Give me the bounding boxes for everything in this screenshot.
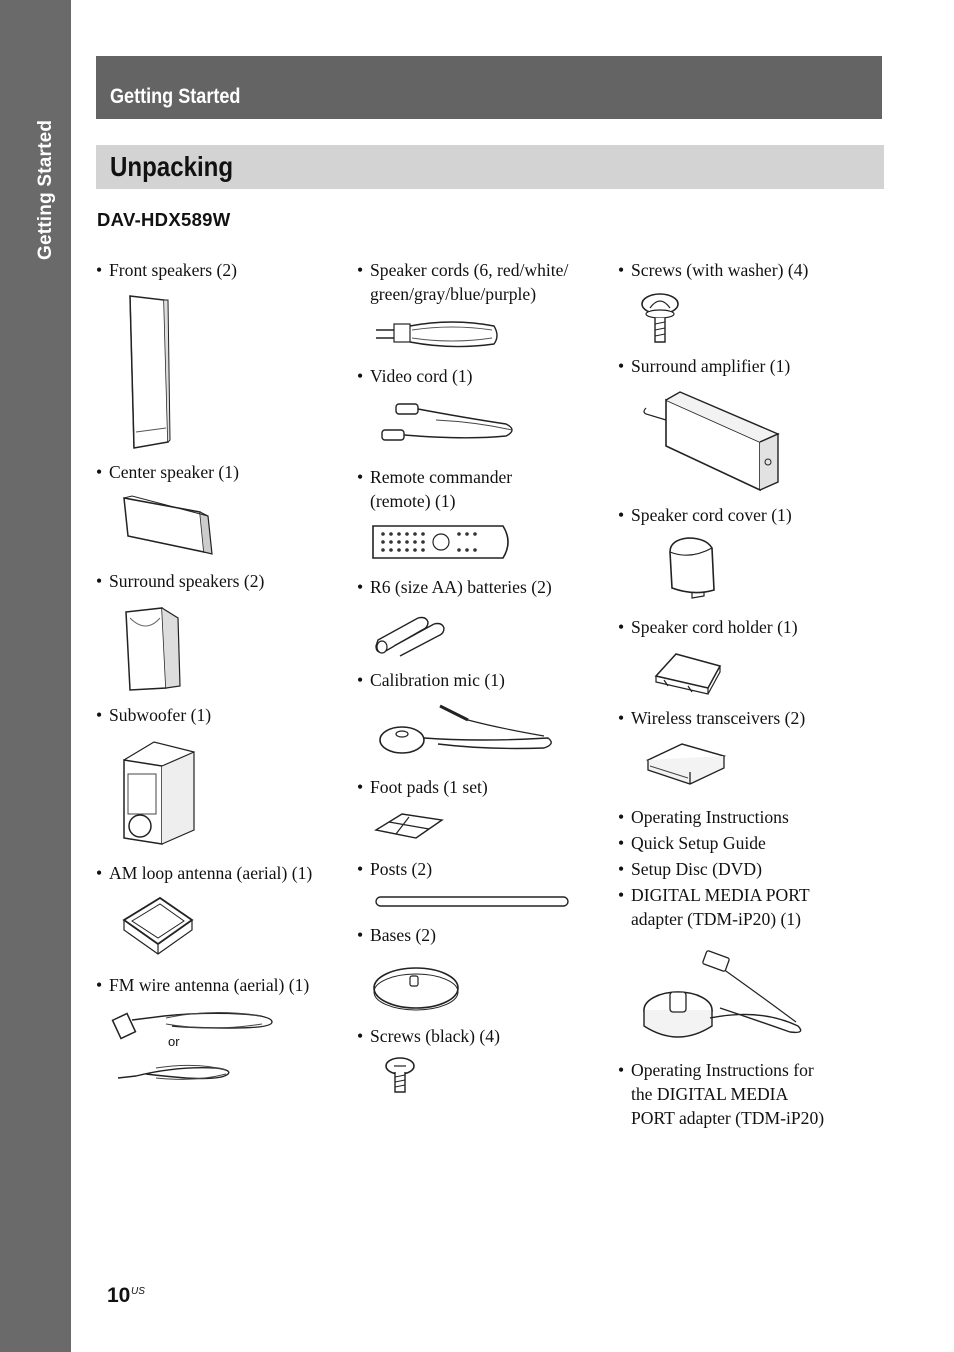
list-item-screws-black: • Screws (black) (4) <box>357 1024 500 1048</box>
section-header-bar <box>96 56 882 119</box>
page-title: Unpacking <box>110 151 234 182</box>
list-item-am-antenna: • AM loop antenna (aerial) (1) <box>96 861 312 885</box>
list-item-surround-amplifier: • Surround amplifier (1) <box>618 354 790 378</box>
side-tab-label: Getting Started <box>35 119 56 260</box>
list-item-center-speaker: • Center speaker (1) <box>96 460 239 484</box>
fm-antenna-wire-illustration <box>116 1060 236 1086</box>
speaker-cord-cover-illustration <box>664 534 724 606</box>
foot-pads-illustration <box>372 810 448 842</box>
list-item-speaker-cord-cover: • Speaker cord cover (1) <box>618 503 792 527</box>
front-speaker-illustration <box>120 292 180 452</box>
list-item-operating-instructions: • Operating Instructions <box>618 805 789 829</box>
list-item-speaker-cords: • Speaker cords (6, red/white/ green/gray/blue/purple) <box>357 258 568 306</box>
list-item-wireless-transceivers: • Wireless transceivers (2) <box>618 706 805 730</box>
list-item-speaker-cord-holder: • Speaker cord holder (1) <box>618 615 798 639</box>
speaker-cord-holder-illustration <box>652 648 728 696</box>
page-number-suffix: US <box>131 1286 145 1297</box>
list-item-posts: • Posts (2) <box>357 857 432 881</box>
washer-screw-icon <box>640 288 680 346</box>
section-title: Getting Started <box>110 85 241 108</box>
list-item-front-speakers: • Front speakers (2) <box>96 258 237 282</box>
list-item-setup-disc: • Setup Disc (DVD) <box>618 857 762 881</box>
list-item-dmp-adapter: • DIGITAL MEDIA PORT adapter (TDM-iP20) (1) <box>618 883 810 931</box>
fm-antenna-coax-illustration <box>112 1004 282 1048</box>
bases-illustration <box>372 958 464 1012</box>
list-item-subwoofer: • Subwoofer (1) <box>96 703 211 727</box>
calibration-mic-illustration <box>378 702 558 760</box>
list-item-screws-washer: • Screws (with washer) (4) <box>618 258 808 282</box>
dmp-adapter-illustration <box>640 948 810 1048</box>
speaker-cords-illustration <box>372 316 502 352</box>
batteries-illustration <box>372 610 452 656</box>
list-item-batteries: • R6 (size AA) batteries (2) <box>357 575 552 599</box>
subwoofer-illustration <box>120 738 200 848</box>
wireless-transceiver-illustration <box>644 740 730 788</box>
side-tab <box>0 0 71 1352</box>
list-item-fm-antenna: • FM wire antenna (aerial) (1) <box>96 973 309 997</box>
list-item-video-cord: • Video cord (1) <box>357 364 473 388</box>
remote-illustration <box>371 524 515 560</box>
page-number: 10 <box>107 1284 131 1307</box>
list-item-bases: • Bases (2) <box>357 923 436 947</box>
list-item-foot-pads: • Foot pads (1 set) <box>357 775 488 799</box>
center-speaker-illustration <box>120 492 215 560</box>
am-antenna-illustration <box>118 894 198 956</box>
posts-illustration <box>372 894 572 910</box>
list-item-calibration-mic: • Calibration mic (1) <box>357 668 505 692</box>
black-screw-icon <box>384 1056 418 1098</box>
list-item-dmp-instructions: • Operating Instructions for the DIGITAL MEDIA PORT adapter (TDM-iP20) <box>618 1058 824 1130</box>
surround-amplifier-illustration <box>640 386 790 496</box>
list-item-surround-speakers: • Surround speakers (2) <box>96 569 264 593</box>
fm-antenna-or-label: or <box>168 1034 180 1049</box>
model-name: DAV-HDX589W <box>97 209 231 230</box>
list-item-quick-setup-guide: • Quick Setup Guide <box>618 831 766 855</box>
video-cord-illustration <box>376 398 521 448</box>
surround-speaker-illustration <box>120 604 190 694</box>
list-item-remote: • Remote commander (remote) (1) <box>357 465 512 513</box>
page-title-bar <box>96 145 884 189</box>
